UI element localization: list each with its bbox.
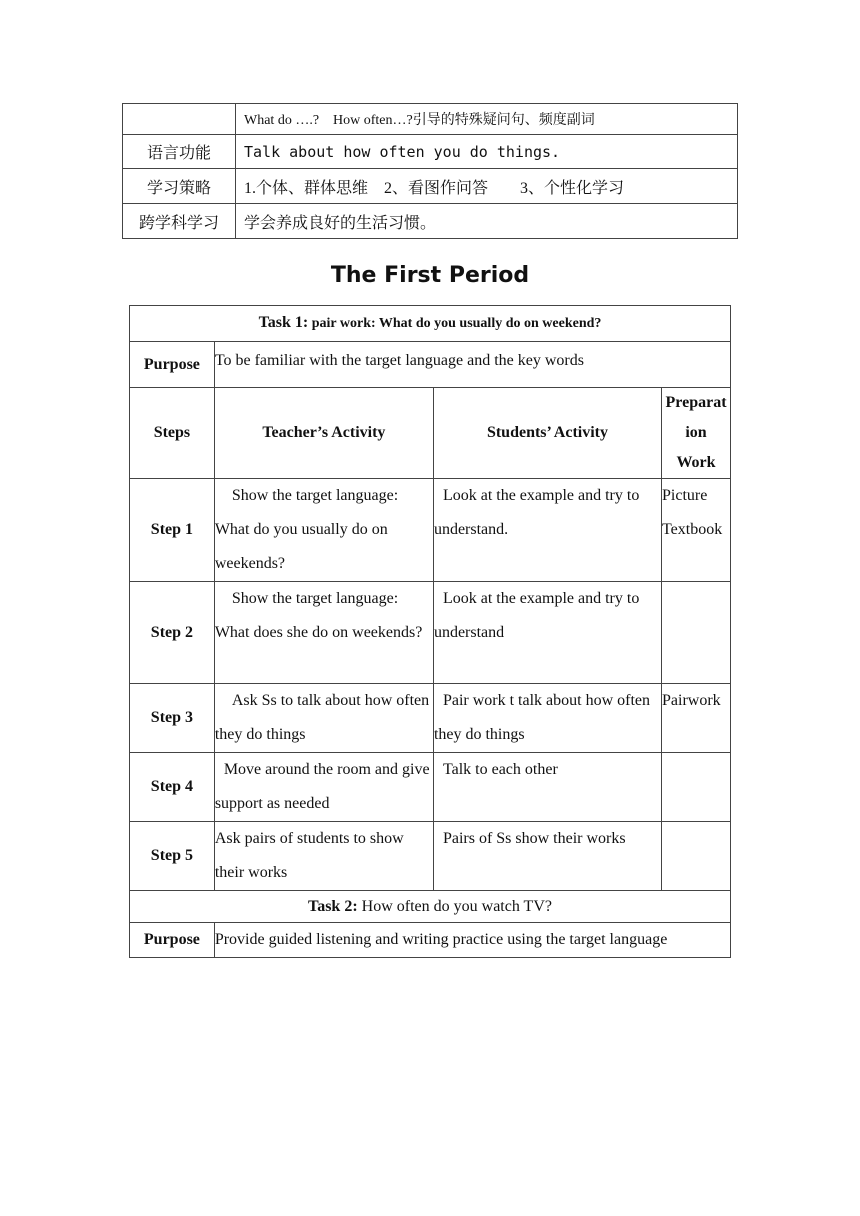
purpose-label: Purpose bbox=[130, 342, 215, 388]
students-activity: Talk to each other bbox=[433, 753, 661, 822]
prep-line: Pairwork bbox=[662, 692, 721, 709]
purpose-value: Provide guided listening and writing practice using the target language bbox=[214, 923, 730, 958]
students-activity: Pair work t talk about how often they do things bbox=[433, 684, 661, 753]
cross-subject-label: 跨学科学习 bbox=[123, 204, 236, 239]
learning-strategy-label: 学习策略 bbox=[123, 169, 236, 204]
step-label: Step 3 bbox=[130, 684, 215, 753]
task2-prefix: Task 2: bbox=[308, 897, 358, 915]
prep-line: Picture bbox=[662, 487, 708, 504]
students-activity: Look at the example and try to understand bbox=[433, 582, 661, 684]
step-row bbox=[130, 684, 731, 753]
teacher-activity: Show the target language: What does she do on weekends? bbox=[214, 582, 433, 684]
empty-label-cell bbox=[123, 104, 236, 135]
purpose-value: To be familiar with the target language and the key words bbox=[214, 342, 730, 388]
preparation-work bbox=[662, 479, 731, 582]
step-row bbox=[130, 479, 731, 582]
task1-prefix: Task 1: bbox=[258, 314, 309, 331]
language-function-label: 语言功能 bbox=[123, 135, 236, 169]
preparation-work bbox=[662, 822, 731, 891]
teacher-activity: Ask pairs of students to show their works bbox=[214, 822, 433, 891]
teacher-activity-header: Teacher’s Activity bbox=[214, 388, 433, 479]
teacher-activity: Ask Ss to talk about how often they do things bbox=[214, 684, 433, 753]
task1-text: pair work: What do you usually do on weekend? bbox=[308, 316, 602, 331]
step-label: Step 4 bbox=[130, 753, 215, 822]
step-label: Step 2 bbox=[130, 582, 215, 684]
learning-strategy-value: 1.个体、群体思维 2、看图作问答 3、个性化学习 bbox=[236, 169, 738, 204]
prep-header-line: ion bbox=[685, 424, 707, 441]
prep-line: Textbook bbox=[662, 521, 723, 538]
language-function-value: Talk about how often you do things. bbox=[236, 135, 738, 169]
students-activity-header: Students’ Activity bbox=[433, 388, 661, 479]
step-label: Step 1 bbox=[130, 479, 215, 582]
objectives-row bbox=[123, 204, 738, 239]
grammar-focus-value: What do ….? How often…?引导的特殊疑问句、频度副词 bbox=[236, 104, 738, 135]
preparation-work bbox=[662, 753, 731, 822]
page-title: The First Period bbox=[330, 263, 530, 288]
purpose-row bbox=[130, 923, 731, 958]
task-header-row bbox=[130, 891, 731, 923]
step-row bbox=[130, 582, 731, 684]
prep-header-line: Preparat bbox=[665, 394, 727, 411]
task2-title bbox=[130, 891, 731, 923]
task2-text: How often do you watch TV? bbox=[357, 897, 552, 915]
preparation-work bbox=[662, 684, 731, 753]
column-header-row bbox=[130, 388, 731, 479]
step-label: Step 5 bbox=[130, 822, 215, 891]
teacher-activity: Show the target language: What do you usually do on weekends? bbox=[214, 479, 433, 582]
objectives-row bbox=[123, 104, 738, 135]
objectives-row bbox=[123, 169, 738, 204]
preparation-work bbox=[662, 582, 731, 684]
cross-subject-value: 学会养成良好的生活习惯。 bbox=[236, 204, 738, 239]
task-header-row bbox=[130, 306, 731, 342]
preparation-work-header bbox=[662, 388, 731, 479]
objectives-row bbox=[123, 135, 738, 169]
lesson-plan-table bbox=[129, 305, 731, 958]
task1-title bbox=[130, 306, 731, 342]
objectives-table bbox=[122, 103, 738, 239]
students-activity: Look at the example and try to understand. bbox=[433, 479, 661, 582]
prep-header-line: Work bbox=[676, 454, 716, 471]
purpose-row bbox=[130, 342, 731, 388]
teacher-activity: Move around the room and give support as needed bbox=[214, 753, 433, 822]
step-row bbox=[130, 753, 731, 822]
purpose-label: Purpose bbox=[130, 923, 215, 958]
step-row bbox=[130, 822, 731, 891]
students-activity: Pairs of Ss show their works bbox=[433, 822, 661, 891]
steps-header: Steps bbox=[130, 388, 215, 479]
